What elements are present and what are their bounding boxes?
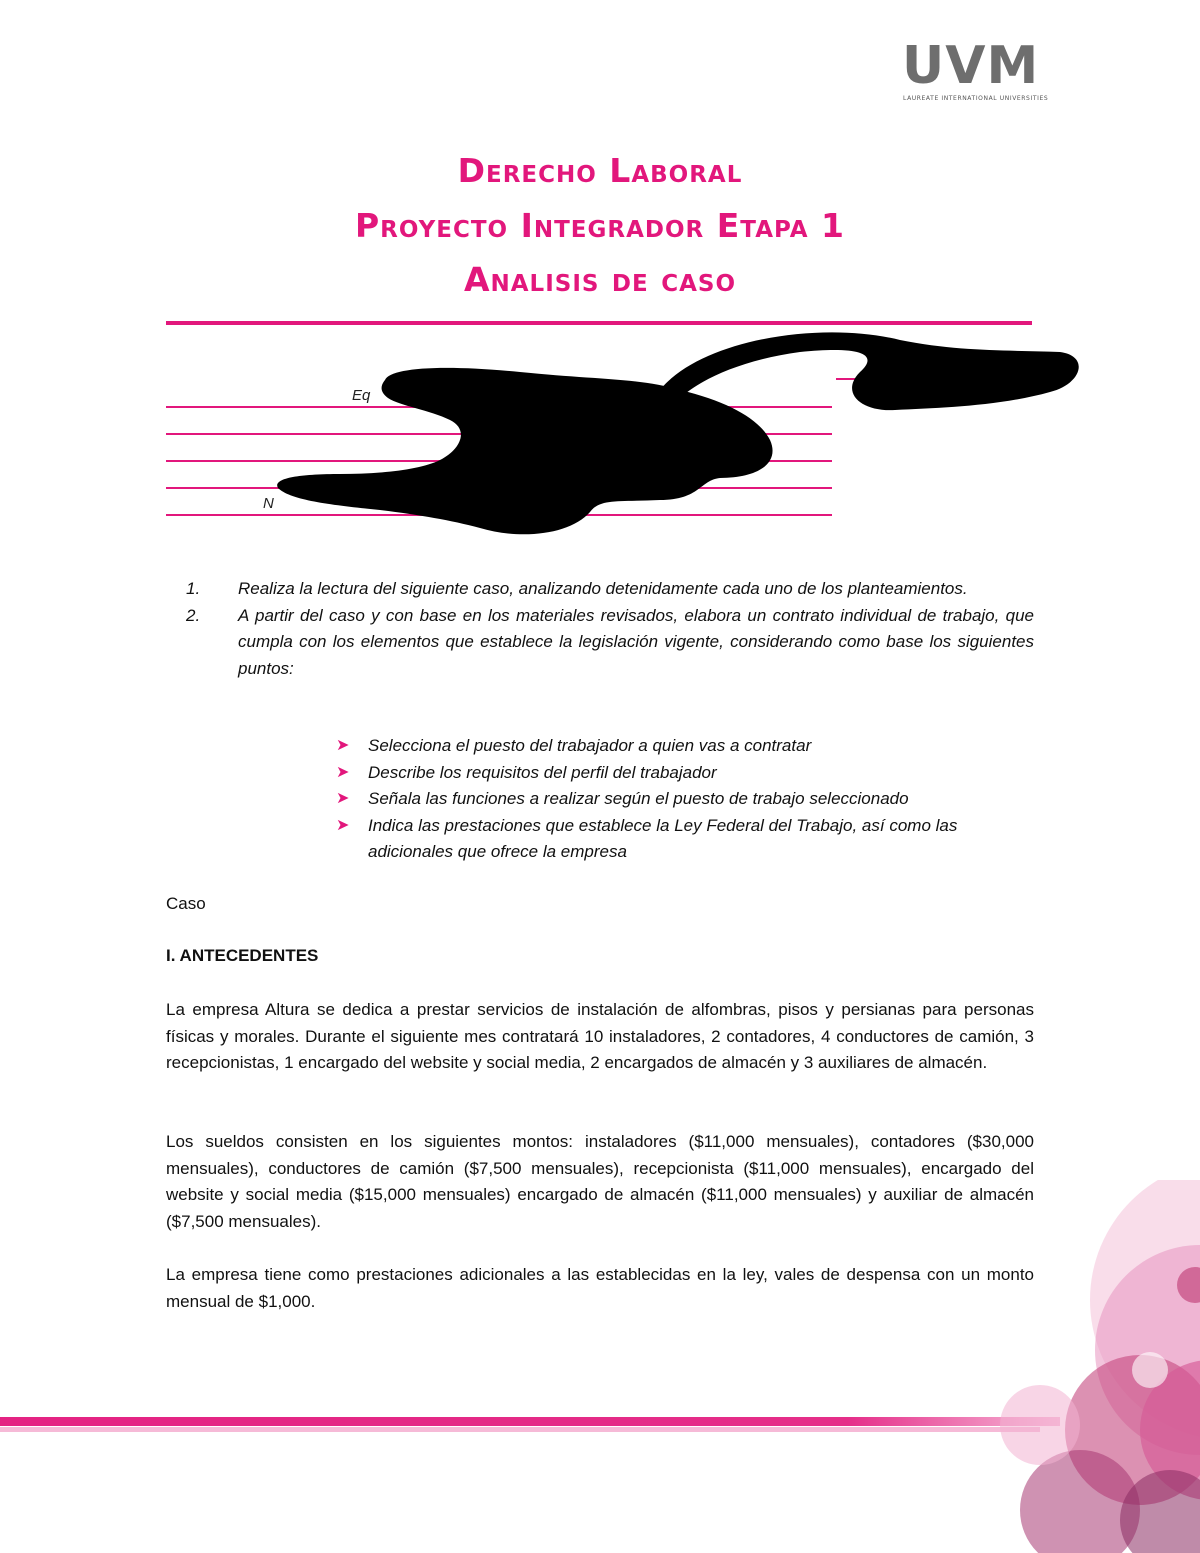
title-subject: Derecho Laboral: [457, 151, 743, 190]
arrow-bullet-icon: ➤: [336, 816, 350, 834]
paragraph: La empresa tiene como prestaciones adicionales a las establecidas en la ley, vales de despensa con un monto mensual de $1,000.: [166, 1265, 1034, 1311]
list-item-text: Señala las funciones a realizar según el puesto de trabajo seleccionado: [368, 789, 909, 808]
list-item-number: 2.: [186, 605, 201, 625]
decor-circle: [1132, 1352, 1168, 1388]
section-heading: I. ANTECEDENTES: [166, 946, 319, 965]
field-label-name: N: [263, 495, 274, 512]
list-item-text: Describe los requisitos del perfil del trabajador: [368, 762, 717, 782]
paragraph: La empresa Altura se dedica a prestar servicios de instalación de alfombras, pisos y persianas para personas físicas y morales. Durante el siguiente mes contratará 10 instaladores, 2 contadores, 4 conductores de camión, 3 recepcionistas, 1 encargado del website y social media, 2 encargados de almacén y 3 auxiliares de almacén.: [166, 1000, 1034, 1072]
list-item-text: Indica las prestaciones que establece la Ley Federal del Trabajo, así como las adicionales que ofrece la empresa: [368, 815, 958, 861]
case-label: Caso: [166, 894, 206, 913]
list-item: [186, 603, 1034, 683]
pink-circles-decoration: [1000, 1180, 1200, 1553]
arrow-bullet-icon: ➤: [336, 790, 350, 807]
instructions-list: [186, 576, 1034, 682]
list-item-text: A partir del caso y con base en los materiales revisados, elabora un contrato individual de trabajo, que cumpla con los elementos que establece la legislación vigente, considerando como base los siguientes puntos:: [238, 605, 1034, 678]
redaction-hook: [660, 332, 1079, 410]
footer-band-fade: [0, 1427, 1040, 1432]
decor-circle: [1000, 1385, 1080, 1465]
list-item: [336, 760, 1036, 787]
paragraph: Los sueldos consisten en los siguientes montos: instaladores ($11,000 mensuales), contadores ($30,000 mensuales), conductores de camión ($7,500 mensuales), recepcionista ($11,000 mensuales), encargado del website y social media ($15,000 mensuales) encargado de almacén ($11,000 mensuales) y auxiliar de almacén ($7,500 mensuales).: [166, 1132, 1034, 1231]
list-item: [336, 813, 1036, 866]
redaction-scribble: [0, 0, 1200, 560]
uvm-logo-tagline: LAUREATE INTERNATIONAL UNIVERSITIES: [903, 95, 1049, 102]
title-activity: Analisis de caso: [463, 260, 737, 299]
list-item-text: Realiza la lectura del siguiente caso, analizando detenidamente cada uno de los planteamientos.: [238, 579, 968, 598]
field-label-team: Eq: [352, 387, 371, 404]
redaction-blob: [277, 368, 772, 534]
points-list: [336, 733, 1036, 866]
uvm-logo: UVM: [902, 36, 1040, 96]
list-item: [186, 576, 1034, 603]
list-item-number: 1.: [186, 579, 201, 598]
list-item: [336, 733, 1036, 760]
list-item: [336, 786, 1036, 813]
footer-band-main: [0, 1417, 1060, 1426]
title-project: Proyecto Integrador Etapa 1: [354, 206, 845, 245]
arrow-bullet-icon: ➤: [336, 737, 350, 754]
arrow-bullet-icon: ➤: [336, 763, 350, 781]
list-item-text: Selecciona el puesto del trabajador a quien vas a contratar: [368, 736, 812, 755]
